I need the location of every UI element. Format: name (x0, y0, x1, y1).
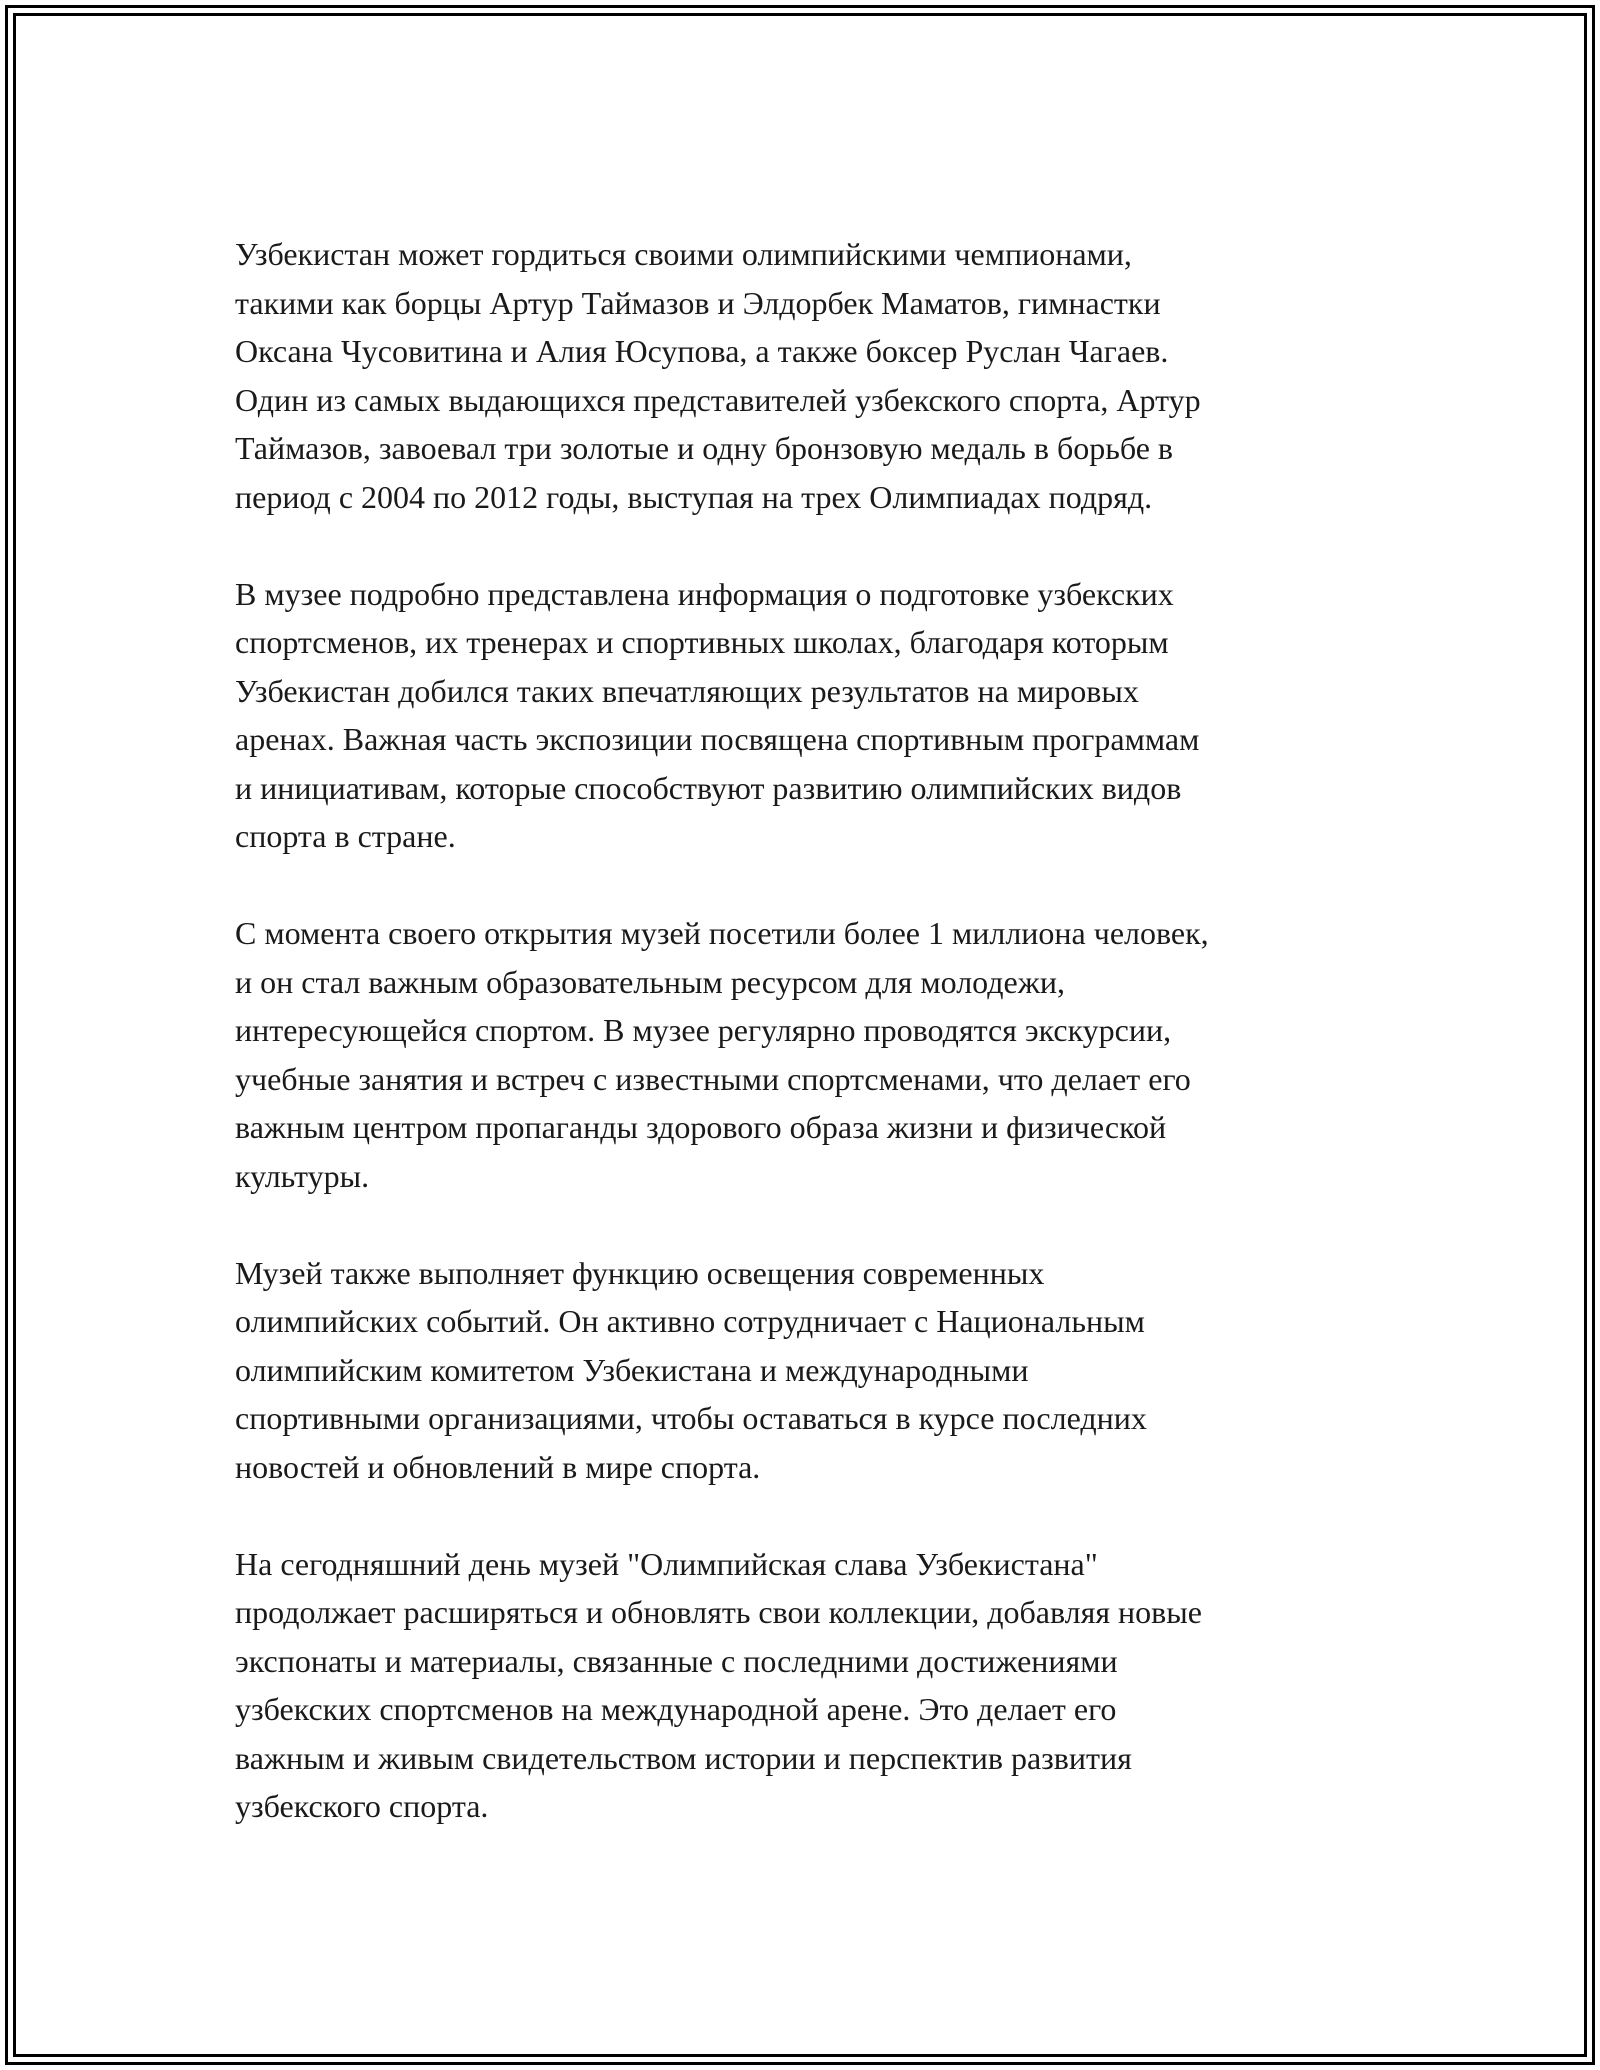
paragraph-1: Узбекистан может гордиться своими олимпийскими чемпионами, такими как борцы Артур Таймазов и Элдорбек Маматов, гимнастки Оксана Чусовитина и Алия Юсупова, а также боксер Руслан Чагаев. Один из самых выдающихся представителей узбекского спорта, Артур Таймазов, завоевал три золотые и одну бронзовую медаль в борьбе в период с 2004 по 2012 годы, выступая на трех Олимпиадах подряд. (235, 236, 1201, 515)
paragraph-4: Музей также выполняет функцию освещения современных олимпийских событий. Он активно сотрудничает с Национальным олимпийским комитетом Узбекистана и международными спортивными организациями, чтобы оставаться в курсе последних новостей и обновлений в мире спорта. (235, 1254, 1147, 1485)
paragraph-3: С момента своего открытия музей посетили более 1 миллиона человек, и он стал важным образовательным ресурсом для молодежи, интересующейся спортом. В музее регулярно проводятся экскурсии, учебные занятия и встреч с известными спортсменами, что делает его важным центром пропаганды здорового образа жизни и физической культуры. (235, 915, 1209, 1194)
paragraph-2: В музее подробно представлена информация о подготовке узбекских спортсменов, их тренерах и спортивных школах, благодаря которым Узбекистан добился таких впечатляющих результатов на мировых аренах. Важная часть экспозиции посвящена спортивным программам и инициативам, которые способствуют развитию олимпийских видов спорта в стране. (235, 575, 1200, 854)
paragraph-5: На сегодняшний день музей "Олимпийская слава Узбекистана" продолжает расширяться и обновлять свои коллекции, добавляя новые экспонаты и материалы, связанные с последними достижениями узбекских спортсменов на международной арене. Это делает его важным и живым свидетельством истории и перспектив развития узбекского спорта. (235, 1545, 1202, 1824)
document-body (235, 230, 1375, 1879)
